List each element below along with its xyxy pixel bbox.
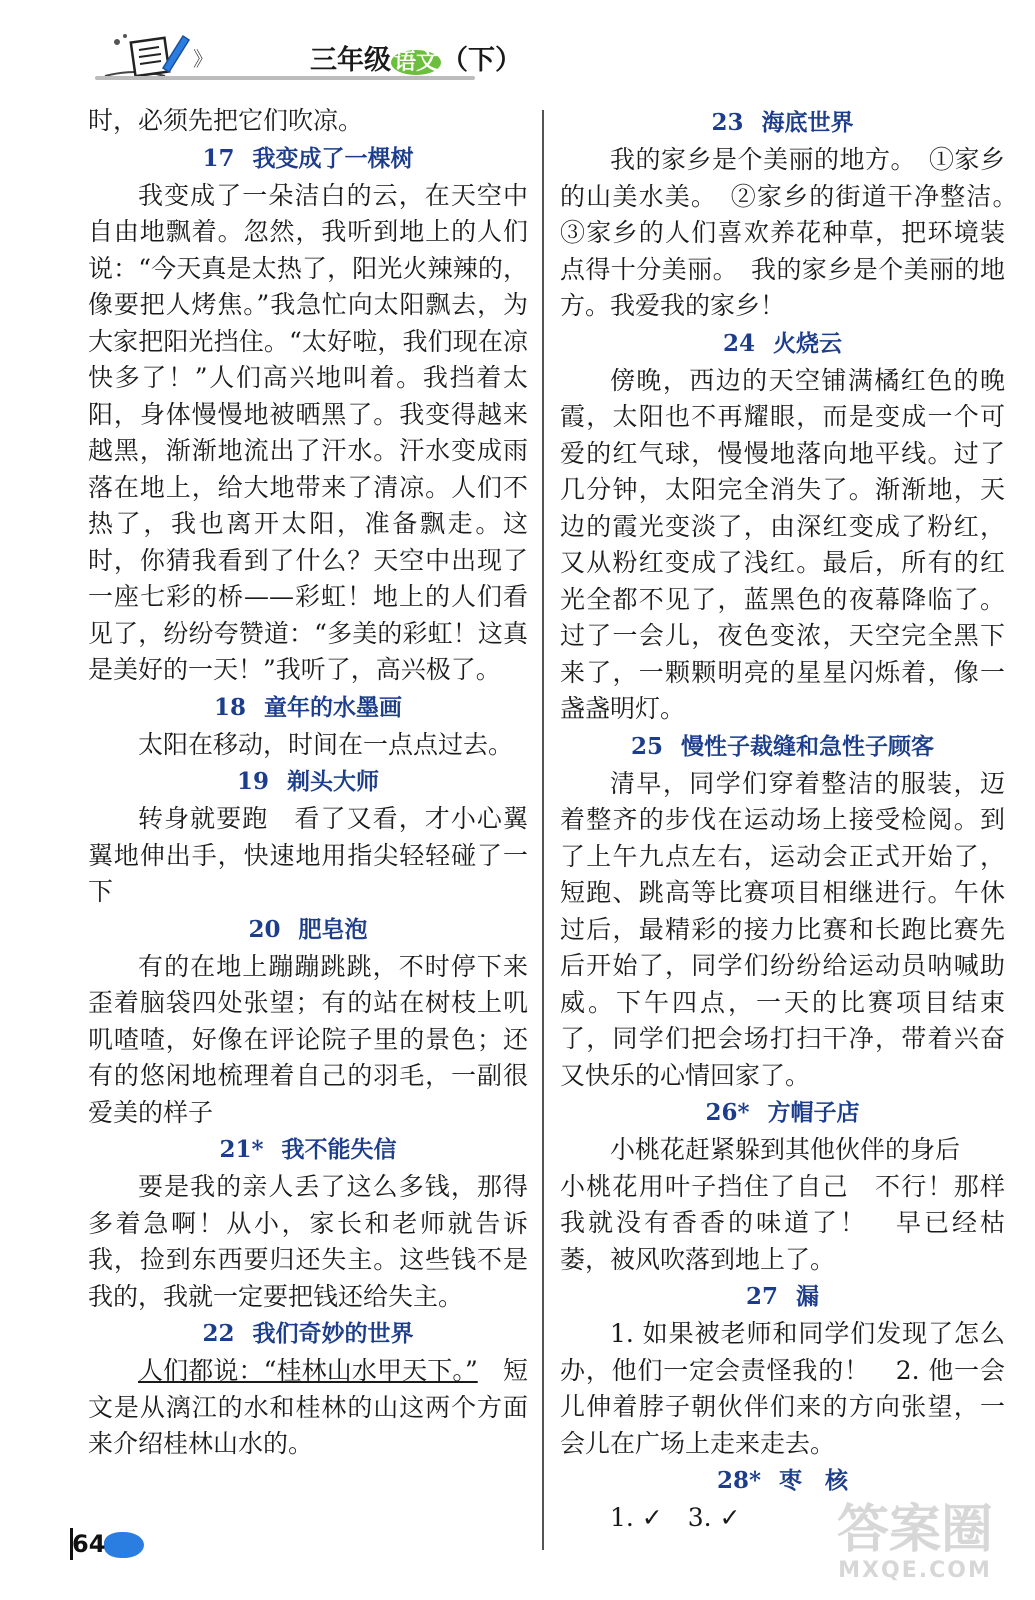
section-title-24: 24 火烧云 <box>722 329 842 357</box>
section-title-27: 27 漏 <box>745 1283 819 1310</box>
right-column <box>560 104 1031 1537</box>
section-body-24: 傍晚，西边的天空铺满橘红色的晚霞，太阳也不再耀眼，而是变成一个可爱的红气球，慢慢地落向地平线。过了几分钟，太阳完全消失了。渐渐地，天边的霞光变淡了，由深红变成了粉红，又从粉红变成了浅红。最后，所有的红光全都不见了，蓝黑色的夜幕降临了。过了一会儿，夜色变浓，天空完全黑下来了，一颗颗明亮的星星闪烁着，像一盏盏明灯。 <box>560 365 1005 723</box>
section-title-25: 25 慢性子裁缝和急性子顾客 <box>630 732 934 760</box>
section-body-17: 我变成了一朵洁白的云，在天空中自由地飘着。忽然，我听到地上的人们说：“今天真是太热了，阳光火辣辣的，像要把人烤焦。”我急忙向太阳飘去，为大家把阳光挡住。“太好啦，我们现在凉快多了！”人们高兴地叫着。我挡着太阳，身体慢慢地被晒黑了。我变得越来越黑，渐渐地流出了汗水。汗水变成雨落在地上，给大地带来了清凉。人们不热了，我也离开太阳，准备飘走。这时，你猜我看到了什么？天空中出现了一座七彩的桥——彩虹！地上的人们看见了，纷纷夸赞道：“多美的彩虹！这真是美好的一天！”我听了，高兴极了。 <box>88 180 528 684</box>
watermark-logo: 答案圈 <box>836 1500 993 1560</box>
section-title-23: 23 海底世界 <box>711 109 854 136</box>
column-divider <box>542 110 544 1550</box>
grade-subject-label <box>310 38 522 77</box>
section-body-20: 有的在地上蹦蹦跳跳，不时停下来歪着脑袋四处张望；有的站在树枝上叽叽喳喳，好像在评论院子里的景色；还有的悠闲地梳理着自己的羽毛，一副很爱美的样子 <box>88 951 528 1127</box>
section-body-26-line1: 小桃花赶紧躲到其他伙伴的身后 <box>610 1135 961 1164</box>
svg-text:》: 》 <box>193 47 213 71</box>
section-title-20: 20 肥皂泡 <box>248 915 368 943</box>
left-column <box>88 103 528 1463</box>
page-header <box>95 28 523 88</box>
section-title-21: 21* 我不能失信 <box>219 1136 397 1163</box>
watermark-url: MXQE.COM <box>838 1558 992 1583</box>
section-title-18: 18 童年的水墨画 <box>213 693 402 721</box>
section-body-18: 太阳在移动，时间在一点点过去。 <box>138 729 514 759</box>
watermark <box>805 1502 1025 1592</box>
section-title-28: 28* 枣 核 <box>716 1467 849 1494</box>
section-body-19: 转身就要跑 看了又看，才小心翼翼地伸出手，快速地用指尖轻轻碰了一下 <box>88 804 528 906</box>
continued-text: 时，必须先把它们吹凉。 <box>88 106 364 135</box>
section-body-25: 清早，同学们穿着整洁的服装，迈着整齐的步伐在运动场上接受检阅。到了上午九点左右，运动会正式开始了，短跑、跳高等比赛项目相继进行。午休过后，最精彩的接力比赛和长跑比赛先后开始了，同学们纷纷给运动员呐喊助威。下午四点，一天的比赛项目结束了，同学们把会场打扫干净，带着兴奋又快乐的心情回家了。 <box>560 768 1005 1090</box>
section-body-22: 人们都说：“桂林山水甲天下。” 短文是从漓江的水和桂林的山这两个方面来介绍桂林山水的。 <box>88 1356 528 1458</box>
section-body-23: 我的家乡是个美丽的地方。 ①家乡的山美水美。 ②家乡的街道干净整洁。 ③家乡的人们喜欢养花种草，把环境装点得十分美丽。 我的家乡是个美丽的地方。我爱我的家乡！ <box>560 145 1031 320</box>
header-underline <box>95 76 475 80</box>
section-body-21: 要是我的亲人丢了这么多钱，那得多着急啊！从小，家长和老师就告诉我，捡到东西要归还失主。这些钱不是我的，我就一定要把钱还给失主。 <box>88 1172 528 1311</box>
page-number: 64 <box>72 1530 106 1558</box>
grade-label: 三年级 <box>310 45 391 76</box>
underlined-quote: 人们都说：“桂林山水甲天下。” <box>138 1356 478 1385</box>
section-body-28: 1. ✓ 3. ✓ <box>610 1503 741 1532</box>
footer-decoration-icon <box>104 1532 144 1558</box>
section-title-17: 17 我变成了一棵树 <box>202 144 414 172</box>
section-body-27: 1. 如果被老师和同学们发现了怎么办，他们一定会责怪我的！ 2. 他一会儿伸着脖子朝伙伴们来的方向张望，一会儿在广场上走来走去。 <box>560 1319 1005 1458</box>
subject-badge: 语文 <box>391 50 441 75</box>
section-title-26: 26* 方帽子店 <box>705 1099 860 1126</box>
section-title-22: 22 我们奇妙的世界 <box>202 1320 414 1347</box>
term-label: （下） <box>441 45 523 76</box>
section-title-19: 19 剃头大师 <box>236 768 379 795</box>
section-body-26: 小桃花用叶子挡住了自己 不行！那样我就没有香香的味道了！ 早已经枯萎，被风吹落到地上了。 <box>560 1171 1005 1274</box>
